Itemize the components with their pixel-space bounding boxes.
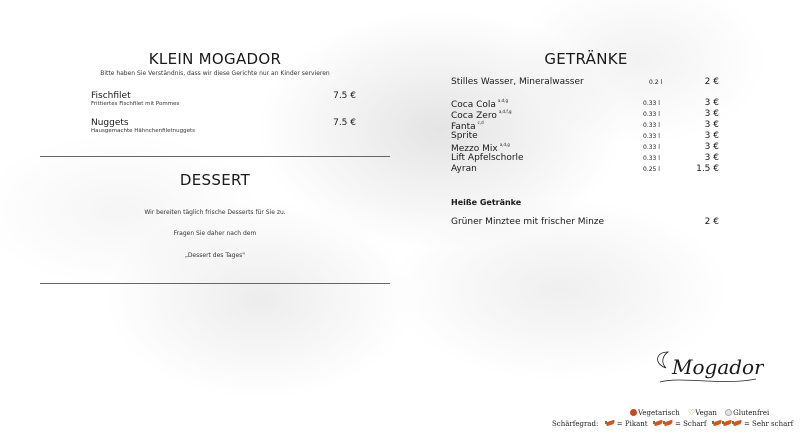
item-description: Frittiertes Fischfilet mit Pommes: [91, 101, 180, 107]
drink-price: 3 €: [704, 109, 719, 119]
dessert-line-2: Fragen Sie daher nach dem: [173, 230, 257, 237]
drink-row: [451, 142, 721, 153]
kids-item-fischfilet: [91, 91, 361, 107]
allergen-codes: c,d: [477, 120, 484, 125]
item-name: Fischfilet: [91, 91, 131, 101]
section-divider: [40, 156, 390, 157]
drink-name: Fanta $^{c,d}$: [451, 120, 484, 132]
mogador-logo: [652, 346, 764, 388]
section-divider: [40, 283, 390, 284]
chili-icon: [653, 420, 673, 428]
drink-name: Coca Cola $^{a,d,g}$: [451, 98, 508, 110]
legend-vegetarian: Vegetarisch: [638, 409, 680, 417]
chili-icon: [712, 420, 742, 428]
item-description: Hausgemachte Hähnchenfiletnuggets: [91, 128, 196, 134]
spice-mild: = Pikant: [616, 420, 648, 428]
drinks-title: GETRÄNKE: [544, 50, 628, 68]
drink-row: [451, 131, 721, 142]
drink-name: Ayran: [451, 164, 477, 174]
chili-icon: [605, 420, 615, 428]
drink-volume: 0.33 l: [643, 155, 660, 162]
drink-price: 2 €: [704, 77, 719, 87]
allergen-codes: a,d,g: [497, 98, 508, 103]
drink-name: Lift Apfelschorle: [451, 153, 524, 163]
hot-drinks-heading: Heiße Getränke: [451, 198, 522, 207]
kids-title: KLEIN MOGADOR: [148, 50, 282, 68]
spice-very-hot: = Sehr scharf: [743, 420, 794, 428]
allergen-codes: a,d,f,g: [498, 109, 512, 114]
drink-volume: 0.33 l: [643, 111, 660, 118]
legend-gluten-free: Glutenfrei: [733, 409, 770, 417]
drink-name: Mezzo Mix $^{a,d,g}$: [451, 142, 510, 154]
drink-volume: 0.25 l: [643, 166, 660, 173]
drink-volume: 0.33 l: [643, 122, 660, 129]
drink-volume: 0.2 l: [649, 79, 663, 86]
drink-name: Coca Zero $^{a,d,f,g}$: [451, 109, 512, 121]
item-name: Nuggets: [91, 118, 129, 128]
legend-vegan: Vegan: [695, 409, 717, 417]
diet-legend: [630, 408, 769, 417]
dessert-title: DESSERT: [179, 171, 251, 189]
drink-name: Sprite: [451, 131, 478, 141]
drink-price: 3 €: [704, 98, 719, 108]
kids-item-nuggets: [91, 118, 361, 134]
spice-label: Schärfegrad:: [552, 420, 599, 428]
drink-price: 3 €: [704, 120, 719, 130]
drink-price: 3 €: [704, 153, 719, 163]
drink-price: 1.5 €: [696, 164, 719, 174]
spice-legend: [552, 420, 793, 428]
item-price: 7.5 €: [333, 91, 356, 101]
drink-name: Grüner Minztee mit frischer Minze: [451, 217, 605, 227]
logo-flourish: [652, 346, 764, 388]
drink-row-water: [451, 77, 721, 88]
drink-row: [451, 164, 721, 175]
spice-hot: = Scharf: [675, 420, 707, 428]
drink-row: [451, 153, 721, 164]
drink-row-hot: [451, 217, 721, 228]
drink-volume: 0.33 l: [643, 100, 660, 107]
drink-price: 3 €: [704, 142, 719, 152]
drink-volume: 0.33 l: [643, 133, 660, 140]
drink-price: 2 €: [704, 217, 719, 227]
drink-volume: 0.33 l: [643, 144, 660, 151]
item-price: 7.5 €: [333, 118, 356, 128]
drink-name: Stilles Wasser, Mineralwasser: [451, 77, 584, 87]
vegetarian-icon: [630, 409, 637, 416]
vegan-heart-icon: ♡: [688, 408, 696, 417]
drink-row: [451, 120, 721, 131]
drink-row: [451, 98, 721, 109]
drink-price: 3 €: [704, 131, 719, 141]
kids-note: Bitte haben Sie Verständnis, dass wir diese Gerichte nur an Kinder servieren: [100, 70, 330, 77]
allergen-codes: a,d,g: [499, 142, 510, 147]
drink-row: [451, 109, 721, 120]
logo-text: Mogador: [672, 355, 764, 379]
dessert-line-1: Wir bereiten täglich frische Desserts für Sie zu.: [144, 209, 286, 216]
dessert-line-3: „Dessert des Tages": [184, 252, 246, 259]
gluten-free-icon: [725, 409, 732, 416]
